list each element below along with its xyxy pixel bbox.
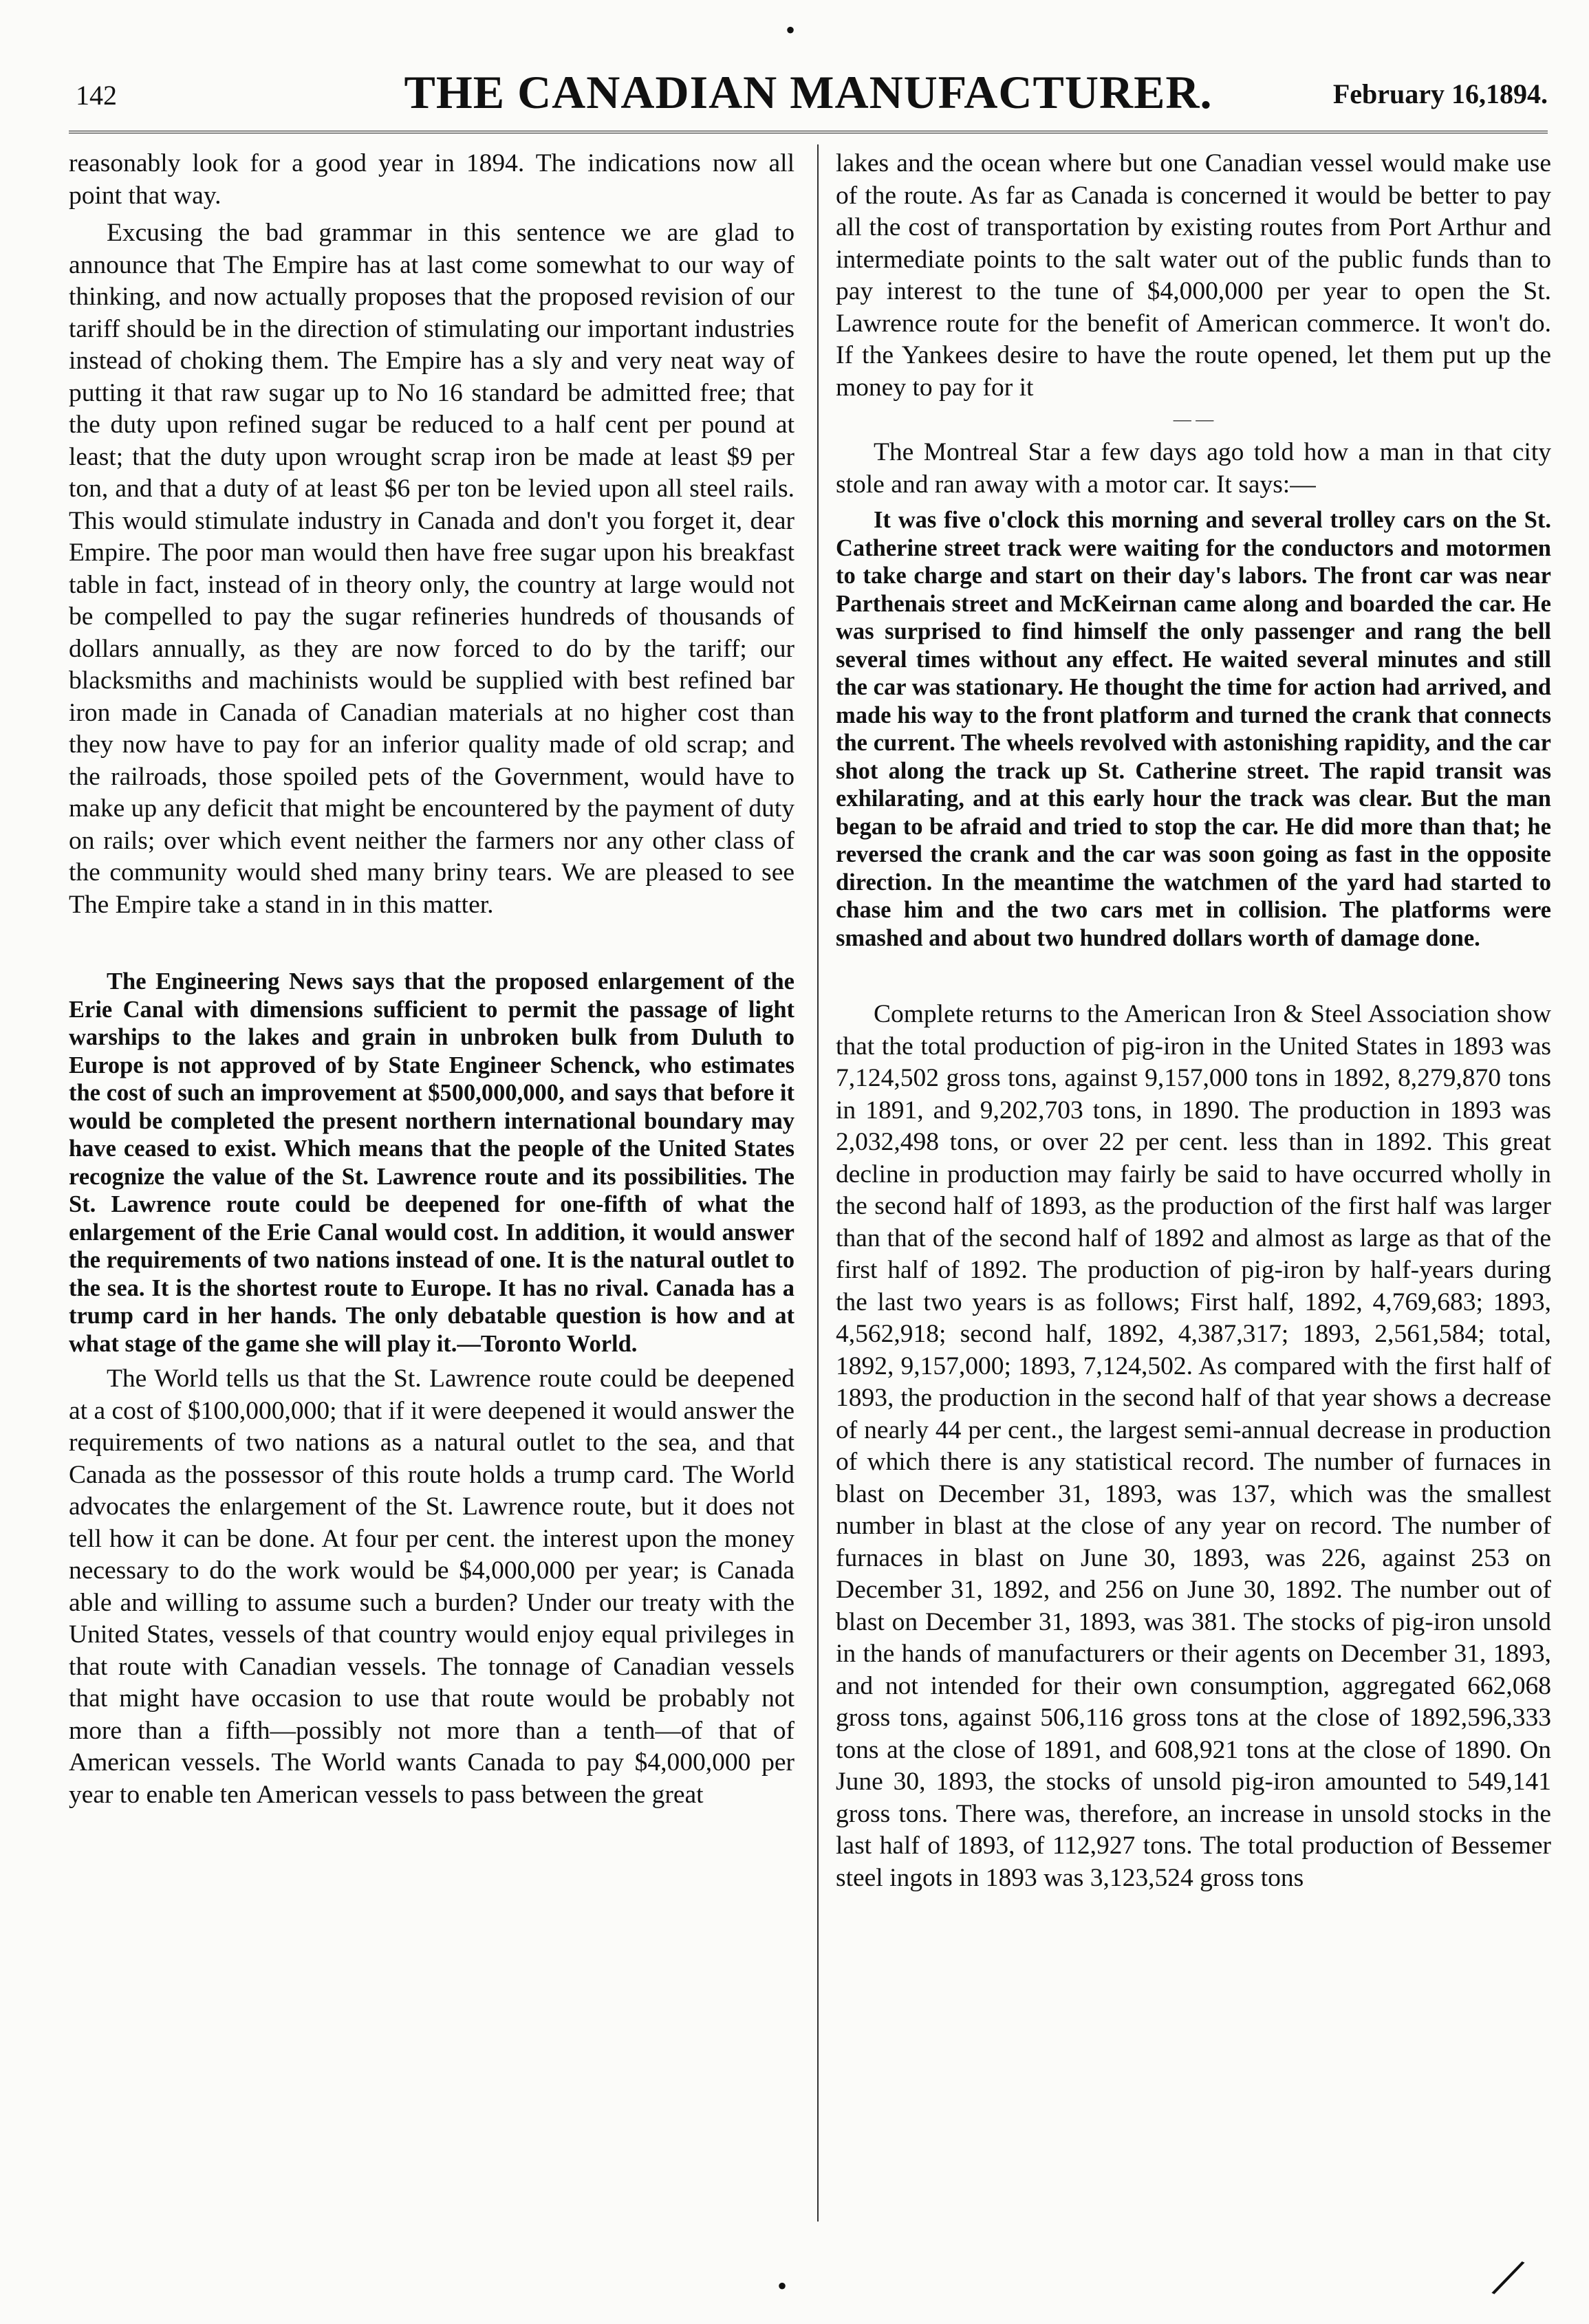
article-paragraph: The Montreal Star a few days ago told how a man in that city stole and ran away with a motor car. It says:—	[836, 438, 1551, 499]
column-divider	[817, 144, 819, 2222]
article-paragraph: Complete returns to the American Iron & Steel Association show that the total production of pig-iron in the United States in 1893 was 7,124,502 gross tons, against 9,157,000 tons in 1892, 8,279,870 tons in 1891, and 9,202,703 tons, in 1890. The production in 1893 was 2,032,498 tons, or over 22 per cent. less than in 1892. This great decline in production may fairly be said to have occurred wholly in the second half of 1893, as the production of the first half was larger than that of the second half of 1892 and almost as large as that of the first half of 1892. The production of pig-iron by half-years during the last two years is as follows; First half, 1892, 4,769,683; 1893, 4,562,918; second half, 1892, 4,387,317; 1893, 2,561,584; total, 1892, 9,157,000; 1893, 7,124,502. As compared with the first half of 1893, the production in the second half of that year shows a decrease of nearly 44 per cent., the largest semi-annual decrease in production of which there is any statistical record. The number of furnaces in blast on December 31, 1893, was 137, which was the smallest number in blast at the close of any year on record. The number of furnaces in blast on June 30, 1893, was 226, against 253 on December 31, 1892, and 256 on June 30, 1892. The number out of blast on December 31, 1893, was 381. The stocks of pig-iron unsold in the hands of manufacturers or their agents on December 31, 1893, and not intended for their own consumption, aggregated 662,068 gross tons, against 506,116 gross tons at the close of 1892,596,333 tons at the close of 1891, and 608,921 tons at the close of 1890. On June 30, 1893, the stocks of unsold pig-iron amounted to 549,141 gross tons. There was, therefore, an increase in unsold stocks in the last half of 1893, of 112,927 tons. The total production of Bessemer steel ingots in 1893 was 3,123,524 gross tons	[836, 1000, 1551, 1892]
publication-title: THE CANADIAN MANUFACTURER.	[404, 66, 1213, 118]
page-number: 142	[76, 80, 117, 111]
separator: — —	[1173, 409, 1214, 429]
header-rule	[69, 131, 1548, 133]
article-paragraph: The World tells us that the St. Lawrence route could be deepened at a cost of $100,000,000; that if it were deepened it would answer the requirements of two nations as a natural outlet to the sea, and that Canada as the possessor of this route holds a trump card. The World advocates the enlargement of the St. Lawrence route, but it does not tell how it can be done. At four per cent. the interest upon the money necessary to do the work would be $4,000,000 per year; is Canada able and willing to assume such a burden? Under our treaty with the United States, vessels of that country would enjoy equal privileges in that route with Canadian vessels. The tonnage of Canadian vessels that might have occasion to use that route would be probably not more than a fifth—possibly not more than a tenth—of that of American vessels. The World wants Canada to pay $4,000,000 per year to enable ten American vessels to pass between the great	[69, 1365, 794, 1809]
article-paragraph: The Engineering News says that the proposed enlargement of the Erie Canal with dimensions sufficient to permit the passage of light warships to the lakes and grain in unbroken bulk from Duluth to Europe is not approved of by State Engineer Schenck, who estimates the cost of such an improvement at $500,000,000, and says that before it would be completed the present northern international boundary may have ceased to exist. Which means that the people of the United States recognize the value of the St. Lawrence route and its possibilities. The St. Lawrence route could be deepened for one-fifth of what the enlargement of the Erie Canal would cost. In addition, it would answer the requirements of two nations instead of one. It is the natural outlet to the sea. It is the shortest route to Europe. It has no rival. Canada has a trump card in her hands. The only debatable question is how and at what stage of the game she will play it.—Toronto World.	[69, 968, 794, 1357]
ink-mark: /	[1486, 2243, 1531, 2312]
page-mark-top: •	[786, 14, 796, 45]
article-paragraph: Excusing the bad grammar in this sentence we are glad to announce that The Empire has at last come somewhat to our way of thinking, and now actually proposes that the proposed revision of our tariff should be in the direction of stimulating our important industries instead of choking them. The Empire has a sly and very neat way of putting it that raw sugar up to No 16 standard be admitted free; that the duty upon refined sugar be reduced to a half cent per pound at least; that the duty upon wrought scrap iron be made at least $9 per ton, and that a duty of at least $6 per ton be levied upon all steel rails. This would stimulate industry in Canada and don't you forget it, dear Empire. The poor man would then have free sugar upon his breakfast table in fact, instead of in theory only, the country at large would not be compelled to pay the sugar refineries hundreds of thousands of dollars annually, as they are now forced to do by the tariff; our blacksmiths and machinists would be supplied with best refined bar iron made in Canada of Canadian materials at no higher cost than they now have to pay for an inferior quality made of old scrap; and the railroads, those spoiled pets of the Government, would have to make up any deficit that might be encountered by the payment of duty on rails; over which event neither the farmers nor any other class of the community would shed many briny tears. We are pleased to see The Empire take a stand in in this matter.	[69, 219, 794, 919]
right-column	[836, 148, 1551, 1900]
article-paragraph: reasonably look for a good year in 1894. The indications now all point that way.	[69, 149, 794, 210]
article-paragraph: lakes and the ocean where but one Canadian vessel would make use of the route. As far as Canada is concerned it would be better to pay all the cost of transportation by existing routes from Port Arthur and intermediate points to the salt water out of the public funds than to pay interest to the tune of $4,000,000 per year to open the St. Lawrence route for the benefit of American commerce. It won't do. If the Yankees desire to have the route opened, let them put up the money to pay for it	[836, 149, 1551, 402]
issue-date: February 16,1894.	[1332, 78, 1548, 109]
section-gap	[836, 957, 1551, 999]
page-mark-bottom: •	[777, 2270, 788, 2301]
quoted-paragraph: It was five o'clock this morning and several trolley cars on the St. Catherine street track were waiting for the conductors and motormen to take charge and start on their day's labors. The front car was near Parthenais street and McKeirnan came along and boarded the car. He was surprised to find himself the only passenger and rang the bell several times without any effect. He waited several minutes and still the car was stationary. He thought the time for action had arrived, and made his way to the front platform and turned the crank that connects the current. The wheels revolved with astonishing rapidity, and the car shot along the track up St. Catherine street. The rapid transit was exhilarating, and at this early hour the track was clear. But the man began to be afraid and tried to stop the car. He did more than that; he reversed the crank and the car was soon going as fast in the opposite direction. In the meantime the watchmen of the yard had started to chase him and the two cars met in collision. The platforms were smashed and about two hundred dollars worth of damage done.	[836, 507, 1551, 951]
left-column	[69, 148, 794, 1816]
masthead	[69, 65, 1548, 120]
section-gap	[69, 926, 794, 968]
